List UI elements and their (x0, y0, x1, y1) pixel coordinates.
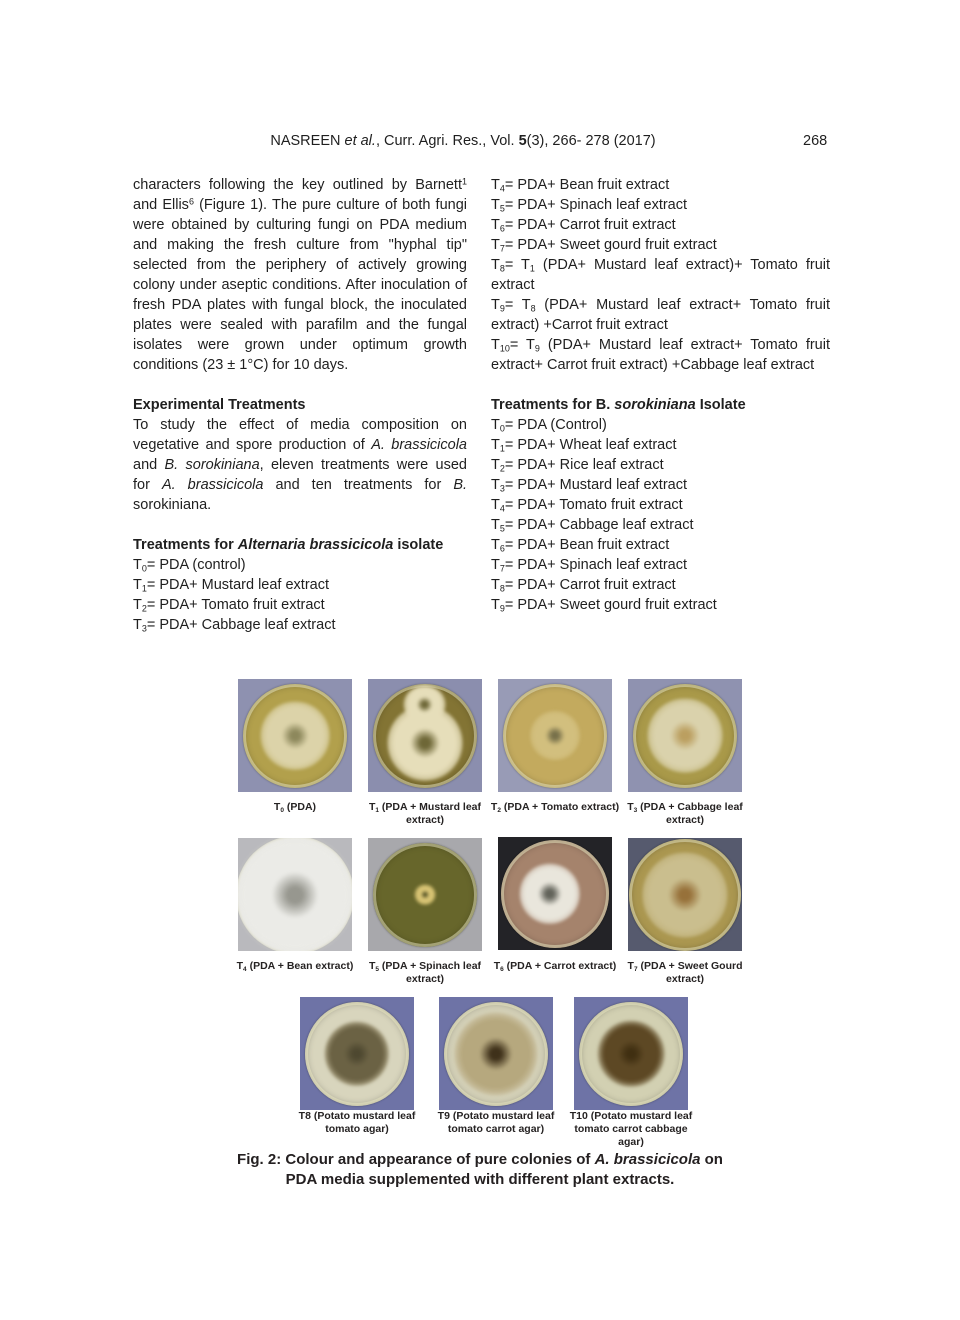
treatment-line: $T_3= PDA+$ Cabbage leaf extract (133, 617, 336, 634)
petri-dish-photo-t6 (498, 837, 612, 950)
figure-caption-line2: PDA media supplemented with different plant extracts. (285, 1171, 675, 1188)
fungal-colony (642, 852, 727, 937)
fungal-colony (454, 1012, 537, 1095)
fungal-colony (648, 698, 723, 773)
petri-plate (501, 840, 609, 948)
treatment-line: $T_2= PDA+$ Rice leaf extract (491, 457, 664, 474)
petri-dish-photo-t3 (628, 679, 742, 792)
treatment-line: $T_7= PDA+$ Spinach leaf extract (491, 557, 688, 574)
heading-experimental-treatments: Experimental Treatments (133, 397, 306, 413)
paragraph-methods: characters following the key outlined by Barnett$^1$ and Ellis$^6$ (Figure 1). The pure culture of both fungi were obtained by culturing fungi on PDA medium and making the fresh culture from "hyphal tip" selected from the periphery of actively growing colony under aseptic conditions. After inoculation of fresh PDA plates with fungal block, the inoculated plates were sealed with parafilm and the fungal isolates were grown under optimum growth conditions (23 ± 1°C) for 10 days. (133, 176, 467, 373)
dish-label-t5: $T_5$ (PDA + Spinach leaf extract) (368, 960, 482, 985)
treatment-line: $T_1= PDA+$ Wheat leaf extract (491, 437, 677, 454)
petri-dish-photo-t10 (574, 997, 688, 1110)
treatment-line: $T_4= PDA+$ Bean fruit extract (491, 177, 670, 194)
treatment-line: $T_4= PDA+$ Tomato fruit extract (491, 497, 683, 514)
dish-label-t1: $T_1$ (PDA + Mustard leaf extract) (368, 801, 482, 826)
treatment-line: $T_6= PDA+$ Carrot fruit extract (491, 217, 676, 234)
treatment-line: $T_9= PDA+$ Sweet gourd fruit extract (491, 597, 717, 614)
treatment-line: $T_0=$ PDA (Control) (491, 417, 607, 434)
heading-treatments-sorokiniana: Treatments for B. sorokiniana Isolate (491, 397, 746, 413)
petri-dish-photo-t0 (238, 679, 352, 792)
treatment-line: $T_5= PDA+$ Spinach leaf extract (491, 197, 688, 214)
petri-dish-photo-t1 (368, 679, 482, 792)
petri-plate (633, 684, 737, 788)
dish-label-t6: $T_6$ (PDA + Carrot extract) (493, 960, 617, 973)
petri-dish-photo-t2 (498, 679, 612, 792)
fungal-colony (388, 705, 463, 780)
petri-plate (373, 843, 477, 947)
treatment-line: $T_3= PDA+$ Mustard leaf extract (491, 477, 687, 494)
paragraph-treatments-intro: To study the effect of media composition on vegetative and spore production of A. brassicicola and B. sorokiniana, eleven treatments were used for A. brassicicola and ten treatments for B. sorokiniana. (133, 417, 468, 513)
treatment-line: $T_1= PDA+$ Mustard leaf extract (133, 577, 329, 594)
treatment-line: $T_2= PDA+$ Tomato fruit extract (133, 597, 325, 614)
running-header: NASREEN et al., Curr. Agri. Res., Vol. 5(3), 266- 278 (2017) (270, 133, 656, 149)
petri-dish-photo-t8 (300, 997, 414, 1110)
petri-dish-photo-t4 (238, 838, 352, 951)
petri-plate (243, 684, 347, 788)
fungal-colony (325, 1021, 389, 1085)
left-column (133, 175, 467, 635)
treatment-line: $T_7= PDA+$ Sweet gourd fruit extract (491, 237, 717, 254)
figure-caption (180, 1150, 780, 1190)
petri-plate (629, 839, 741, 951)
dish-label-t4: $T_4$ (PDA + Bean extract) (236, 960, 354, 973)
right-column (491, 175, 830, 615)
fungal-colony (238, 838, 352, 951)
treatment-line: $T_8= PDA+$ Carrot fruit extract (491, 577, 676, 594)
dish-label-t8: T8 (Potato mustard leaf tomato agar) (298, 1110, 416, 1135)
fungal-colony (415, 884, 436, 905)
dish-label-t7: $T_7$ (PDA + Sweet Gourd extract) (627, 960, 743, 985)
fungal-colony (519, 863, 579, 923)
treatment-line: $T_{10}= T_9$ (PDA+ Mustard leaf extract+ Tomato fruit extract+ Carrot fruit extract) +Cabbage leaf extract (491, 337, 830, 373)
petri-plate (305, 1002, 409, 1106)
fungal-colony (598, 1020, 665, 1087)
page-number: 268 (803, 133, 828, 149)
petri-dish-photo-t5 (368, 838, 482, 951)
treatment-line: $T_5= PDA+$ Cabbage leaf extract (491, 517, 694, 534)
petri-plate (238, 838, 352, 951)
treatment-line: $T_0=$ PDA (control) (133, 557, 246, 574)
treatment-line: $T_9= T_8$ (PDA+ Mustard leaf extract+ Tomato fruit extract) +Carrot fruit extract (491, 297, 831, 333)
dish-label-t0: $T_0$ (PDA) (273, 801, 317, 814)
dish-label-t2: $T_2$ (PDA + Tomato extract) (490, 801, 620, 814)
petri-plate (579, 1002, 683, 1106)
spacer (133, 375, 467, 395)
petri-plate (503, 684, 607, 788)
spacer (491, 375, 830, 395)
dish-label-t3: $T_3$ (PDA + Cabbage leaf extract) (627, 801, 743, 826)
fungal-colony (530, 711, 580, 761)
dish-label-t10: T10 (Potato mustard leaf tomato carrot cabbage agar) (569, 1110, 693, 1148)
petri-plate (444, 1002, 548, 1106)
heading-treatments-alternaria: Treatments for Alternaria brassicicola isolate (133, 537, 444, 553)
petri-dish-photo-t9 (439, 997, 553, 1110)
figure-caption-line1: Fig. 2: Colour and appearance of pure colonies of A. brassicicola on (237, 1151, 723, 1168)
dish-label-t9: T9 (Potato mustard leaf tomato carrot agar) (437, 1110, 555, 1135)
petri-dish-photo-t7 (628, 838, 742, 951)
spacer (133, 515, 467, 535)
treatment-line: $T_8= T_1$ (PDA+ Mustard leaf extract)+ Tomato fruit extract (491, 257, 831, 293)
fungal-colony (261, 701, 330, 770)
treatment-line: $T_6= PDA+$ Bean fruit extract (491, 537, 670, 554)
petri-plate (373, 684, 477, 788)
